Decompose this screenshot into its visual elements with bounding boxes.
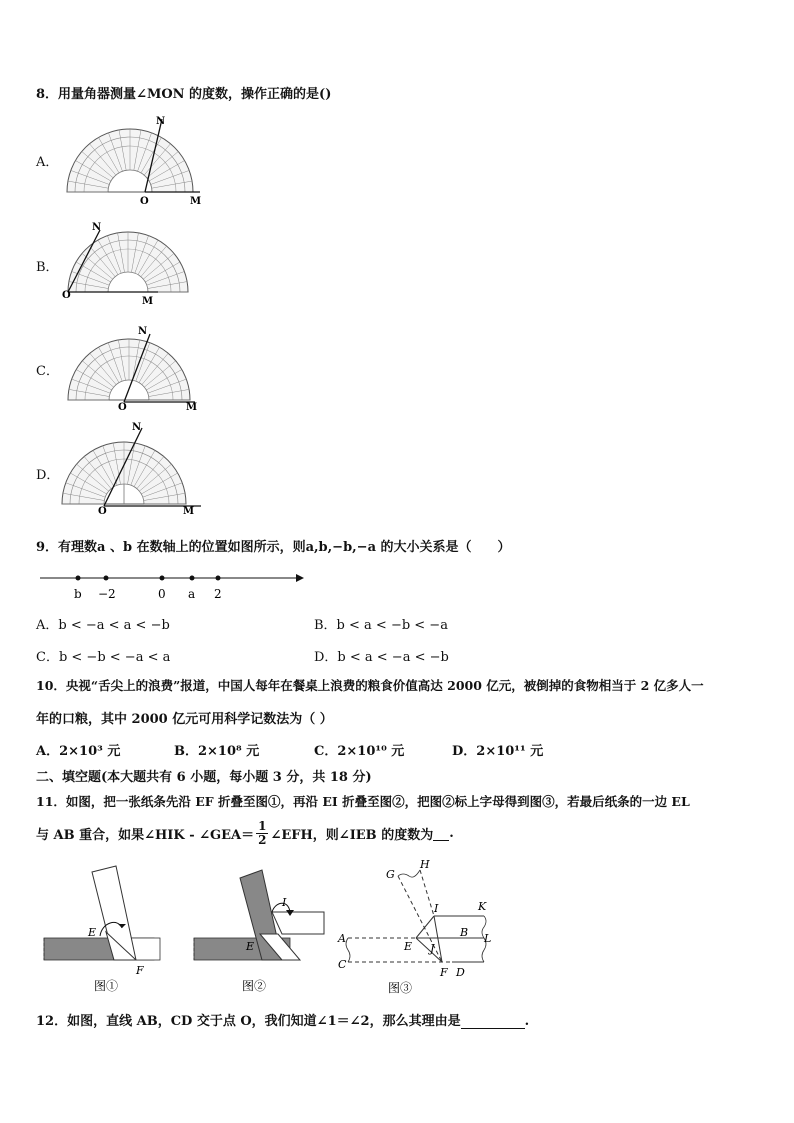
q9-option-c: C．b < −b < −a < a bbox=[36, 650, 171, 665]
fig3-letter-b: B bbox=[460, 926, 469, 939]
q8-d-letter-o: O bbox=[98, 506, 107, 516]
question-11-line2 bbox=[36, 820, 454, 847]
q11-line2-part-b: ∠EFH，则∠IEB 的度数为 bbox=[270, 828, 434, 843]
q8-option-d-protractor-figure bbox=[56, 420, 206, 516]
q8-a-letter-o: O bbox=[140, 196, 149, 207]
q10-option-d: D．2×10¹¹ 元 bbox=[452, 744, 544, 759]
axis-label-a: a bbox=[188, 587, 196, 601]
axis-label-neg2: −2 bbox=[98, 587, 116, 601]
fig2-letter-e: E bbox=[246, 940, 255, 953]
question-12-end: . bbox=[524, 1014, 530, 1029]
fig3-letter-j: J bbox=[430, 942, 435, 955]
q11-line2-part-c: . bbox=[449, 826, 454, 841]
q8-option-c-label: C． bbox=[36, 364, 59, 379]
q8-c-letter-o: O bbox=[118, 402, 127, 413]
q11-answer-blank bbox=[433, 826, 449, 841]
fig1-letter-e: E bbox=[88, 926, 97, 939]
q10-option-c: C．2×10¹⁰ 元 bbox=[314, 744, 405, 759]
question-12-line bbox=[36, 1010, 529, 1029]
fig3-letter-c: C bbox=[338, 958, 347, 971]
question-8-stem: 8．用量角器测量∠MON 的度数，操作正确的是() bbox=[36, 87, 332, 102]
question-11-line1: 11．如图，把一张纸条先沿 EF 折叠至图①，再沿 EI 折叠至图②，把图②标上字母得到图③，若最后纸条的一边 EL bbox=[36, 794, 690, 809]
fig2-caption: 图② bbox=[242, 979, 267, 992]
q10-option-b: B．2×10⁸ 元 bbox=[174, 744, 260, 759]
q8-option-a-label: A． bbox=[36, 155, 59, 170]
q11-fraction bbox=[256, 820, 268, 847]
q8-b-letter-n: N bbox=[92, 222, 102, 233]
q8-d-letter-m: M bbox=[183, 506, 195, 516]
axis-label-b: b bbox=[74, 587, 82, 601]
fig3-letter-e: E bbox=[404, 940, 413, 953]
fig3-letter-i: I bbox=[434, 902, 439, 915]
fig3-letter-g: G bbox=[386, 868, 395, 881]
q11-fraction-denominator: 2 bbox=[258, 833, 267, 847]
fig3-letter-d: D bbox=[456, 966, 465, 979]
axis-label-0: 0 bbox=[158, 587, 166, 601]
fig3-letter-a: A bbox=[338, 932, 346, 945]
q8-option-a-protractor-figure bbox=[60, 112, 210, 208]
axis-label-2: 2 bbox=[214, 587, 222, 601]
fig1-letter-f: F bbox=[136, 964, 144, 977]
q9-number-line bbox=[38, 566, 308, 604]
q8-a-letter-m: M bbox=[190, 196, 202, 207]
fig3-caption: 图③ bbox=[388, 981, 413, 994]
q12-answer-blank bbox=[461, 1014, 525, 1029]
question-10-stem-line1: 10．央视“舌尖上的浪费”报道，中国人每年在餐桌上浪费的粮食价值高达 2000 亿元，被倒掉的食物相当于 2 亿多人一 bbox=[36, 678, 704, 693]
fig2-letter-i: I bbox=[282, 896, 287, 909]
q8-option-b-label: B． bbox=[36, 260, 59, 275]
q9-option-b: B．b < a < −b < −a bbox=[314, 618, 448, 633]
q8-c-letter-n: N bbox=[138, 326, 148, 337]
fig3-letter-h: H bbox=[420, 858, 430, 871]
question-10-stem-line2: 年的口粮，其中 2000 亿元可用科学记数法为（ ） bbox=[36, 712, 333, 727]
q11-figure-3 bbox=[334, 858, 504, 994]
q8-option-c-protractor-figure bbox=[60, 322, 210, 418]
q9-option-d: D．b < a < −a < −b bbox=[314, 650, 449, 665]
q8-c-letter-m: M bbox=[186, 402, 198, 413]
q8-option-d-label: D． bbox=[36, 468, 60, 483]
q10-option-a: A．2×10³ 元 bbox=[36, 744, 121, 759]
q11-fraction-numerator: 1 bbox=[258, 819, 267, 833]
section-2-heading: 二、填空题(本大题共有 6 小题，每小题 3 分，共 18 分) bbox=[36, 770, 372, 785]
q9-option-a: A．b < −a < a < −b bbox=[36, 618, 170, 633]
fig3-letter-k: K bbox=[478, 900, 487, 913]
fig1-caption: 图① bbox=[94, 979, 119, 992]
fig3-letter-l: L bbox=[484, 932, 492, 945]
fig3-letter-f: F bbox=[440, 966, 448, 979]
question-12-stem: 12．如图，直线 AB，CD 交于点 O，我们知道∠1＝∠2，那么其理由是 bbox=[36, 1014, 461, 1029]
q11-line2-part-a: 与 AB 重合，如果∠HIK - ∠GEA＝ bbox=[36, 828, 255, 843]
q8-b-letter-m: M bbox=[142, 296, 154, 307]
q8-d-letter-n: N bbox=[132, 422, 142, 433]
question-9-stem: 9．有理数a 、b 在数轴上的位置如图所示，则a,b,−b,−a 的大小关系是（ ） bbox=[36, 540, 511, 555]
q11-figure-1 bbox=[40, 862, 180, 992]
q8-a-letter-n: N bbox=[156, 116, 166, 127]
q8-option-b-protractor-figure bbox=[60, 218, 210, 314]
q11-figure-2 bbox=[190, 862, 335, 992]
q8-b-letter-o: O bbox=[62, 290, 71, 301]
